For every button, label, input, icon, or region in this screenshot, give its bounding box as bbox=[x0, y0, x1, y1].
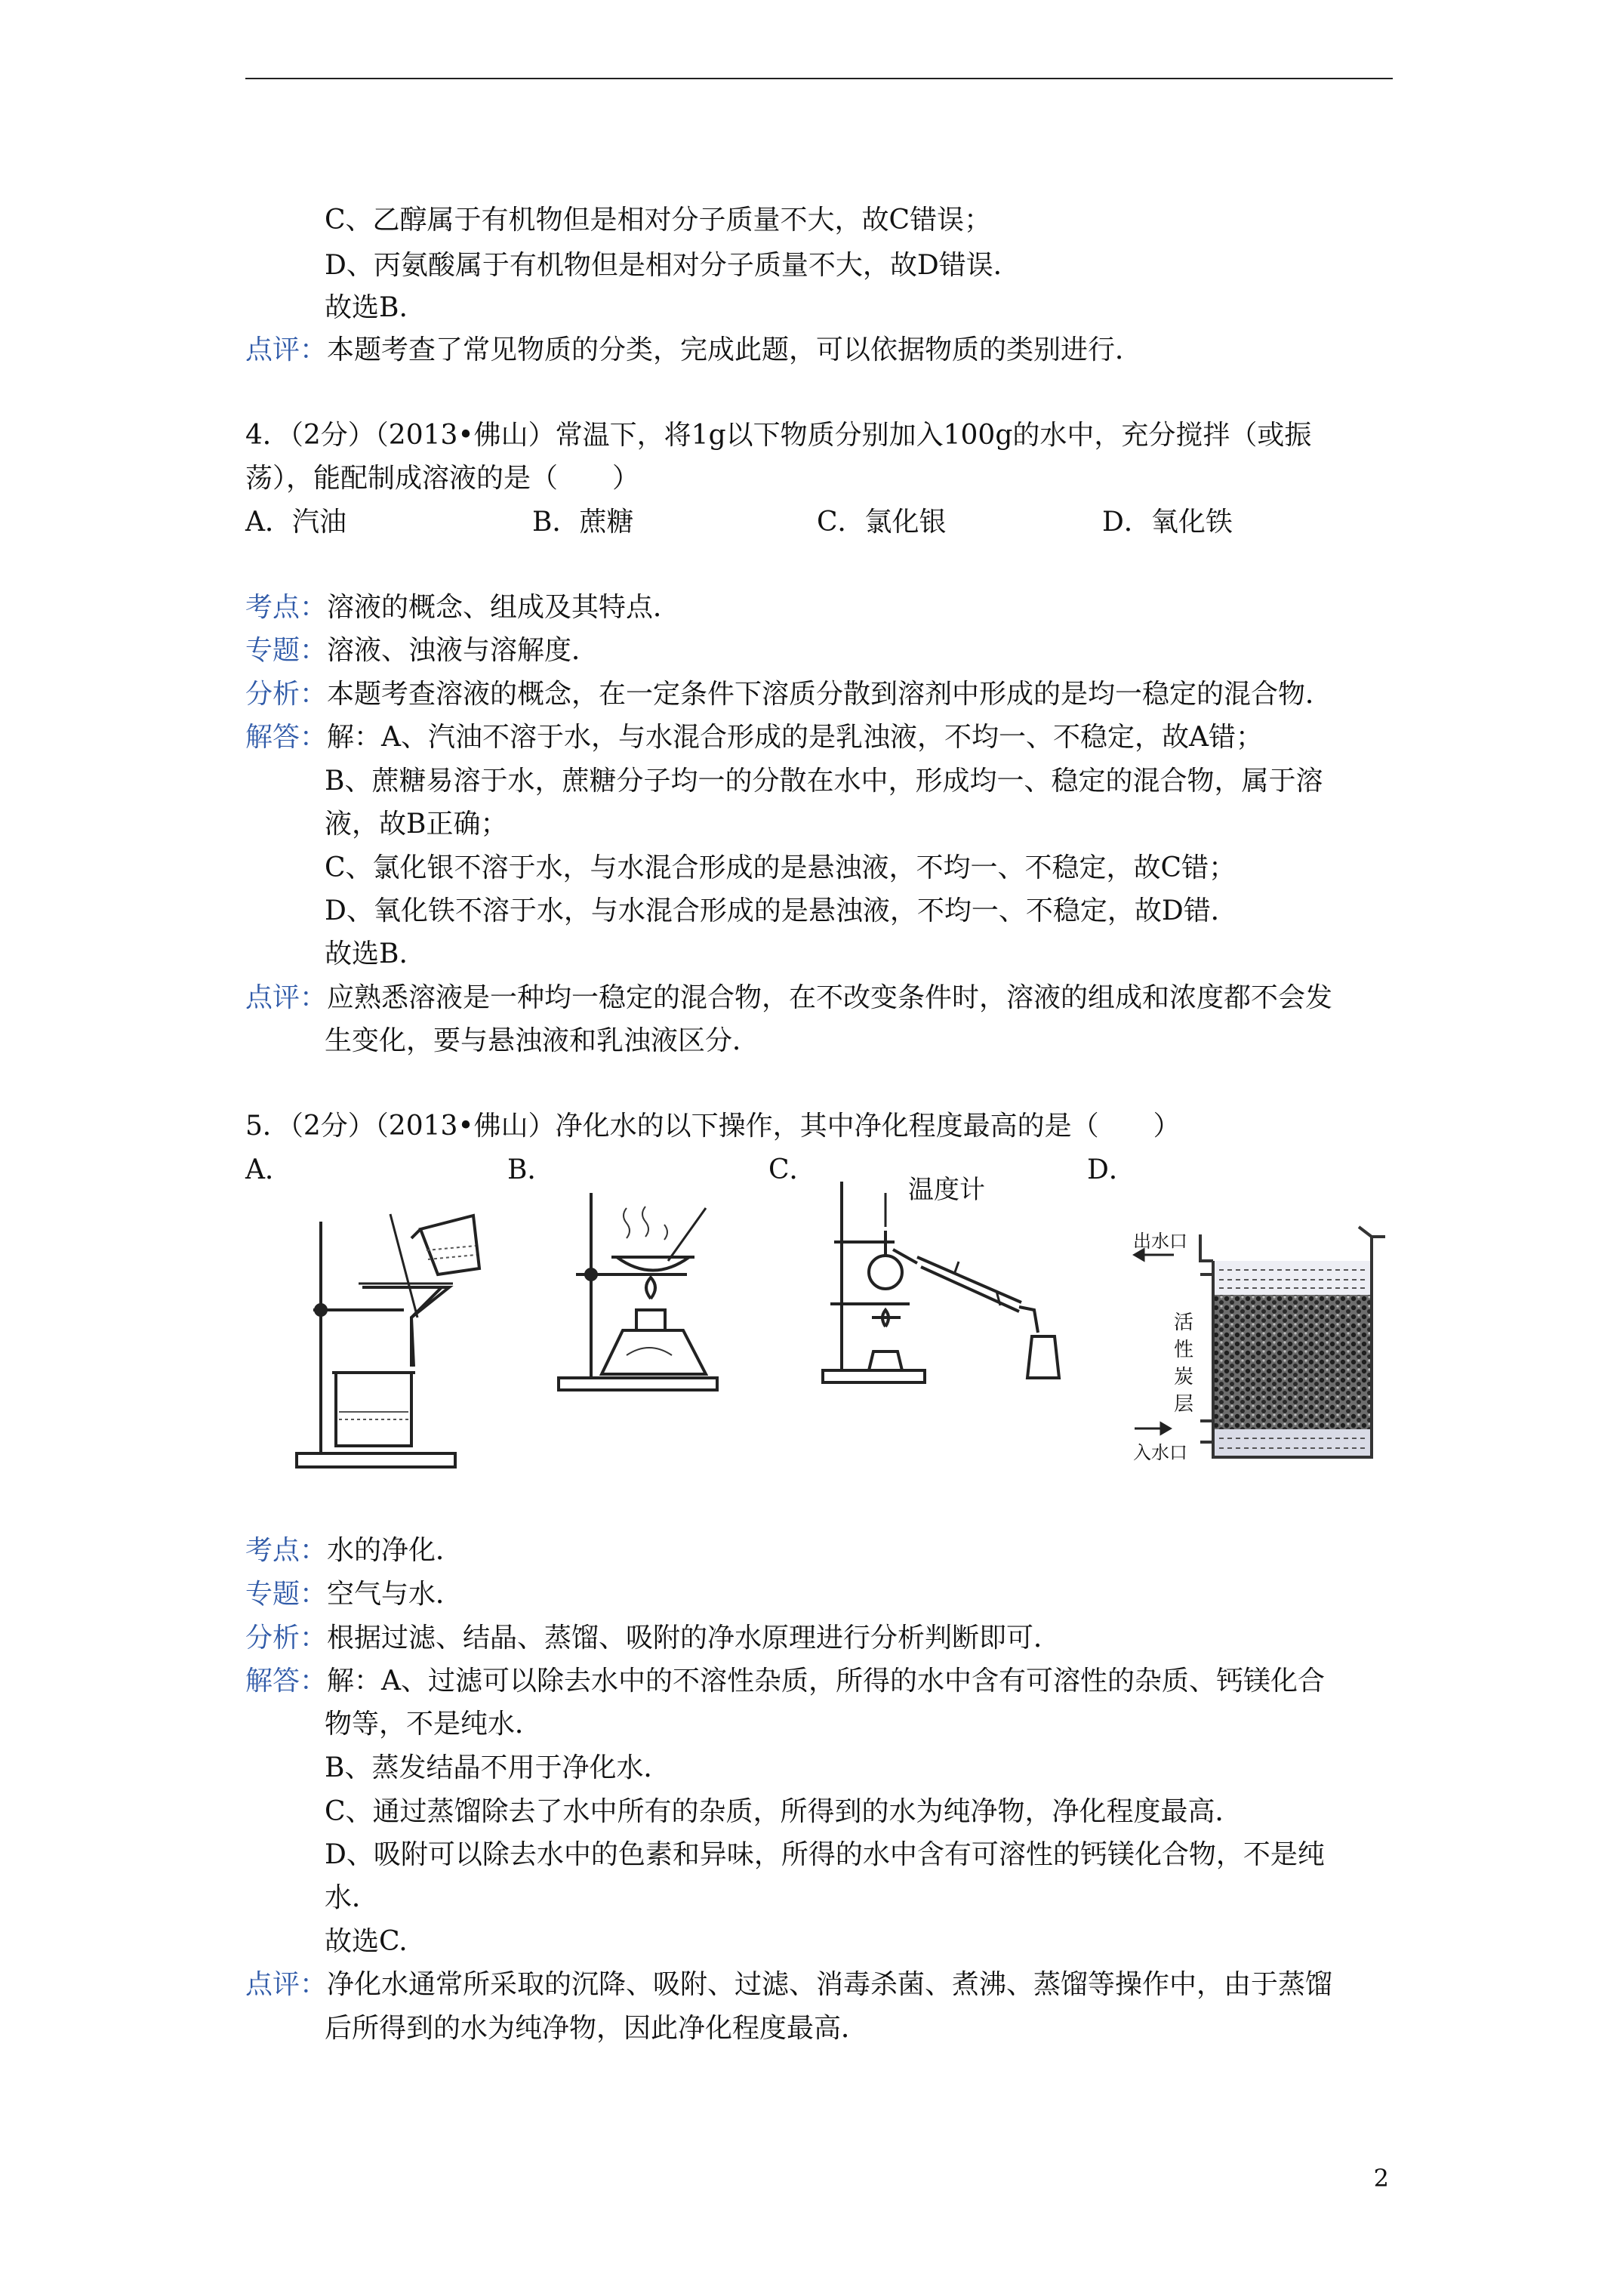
q4-option-c: C．氯化银 bbox=[817, 507, 947, 538]
jieda-line: 解：A、过滤可以除去水中的不溶性杂质，所得的水中含有可溶性的杂质、钙镁化合 bbox=[327, 1666, 1326, 1697]
dianping-label: 点评： bbox=[245, 982, 328, 1013]
water-layer-bottom bbox=[1213, 1429, 1372, 1456]
zhuanti-text: 溶液、浊液与溶解度． bbox=[327, 635, 599, 666]
q3-solution-c: C、乙醇属于有机物但是相对分子质量不大，故C错误； bbox=[325, 205, 992, 236]
jieda-label: 解答： bbox=[245, 722, 328, 753]
q5-option-d: D． bbox=[1087, 1154, 1136, 1185]
q5-option-c: C． bbox=[768, 1154, 817, 1185]
fenxi-label: 分析： bbox=[245, 679, 328, 710]
q4-stem-line2: 荡），能配制成溶液的是（ ） bbox=[245, 463, 640, 494]
carbon-layer bbox=[1213, 1295, 1372, 1429]
q4-jieda-line: B、蔗糖易溶于水，蔗糖分子均一的分散在水中，形成均一、稳定的混合物，属于溶 bbox=[325, 766, 1323, 797]
figure-distillation bbox=[819, 1159, 1091, 1385]
q4-dianping-line: 生变化，要与悬浊液和乳浊液区分． bbox=[325, 1025, 760, 1056]
fenxi-label: 分析： bbox=[245, 1623, 328, 1653]
comment-text: 本题考查了常见物质的分类，完成此题，可以依据物质的类别进行． bbox=[327, 334, 1143, 365]
zhuanti-text: 空气与水． bbox=[327, 1579, 463, 1610]
zhuanti-label: 专题： bbox=[245, 635, 328, 666]
figure-evaporation bbox=[555, 1185, 728, 1393]
q5-fenxi bbox=[245, 1622, 1061, 1655]
inlet-label: 入水口 bbox=[1133, 1442, 1187, 1463]
q5-jieda-line: B、蒸发结晶不用于净化水． bbox=[325, 1752, 671, 1783]
fenxi-text: 本题考查溶液的概念，在一定条件下溶质分散到溶剂中形成的是均一稳定的混合物． bbox=[327, 679, 1333, 710]
q5-stem: 5．（2分）（2013•佛山）净化水的以下操作，其中净化程度最高的是（ ） bbox=[245, 1111, 1181, 1142]
q3-solution-d: D、丙氨酸属于有机物但是相对分子质量不大，故D错误． bbox=[325, 250, 1021, 281]
q4-jieda bbox=[245, 721, 1263, 754]
q5-kaodian bbox=[245, 1534, 463, 1567]
outlet-label: 出水口 bbox=[1133, 1231, 1187, 1252]
layer-label-char: 炭 bbox=[1174, 1366, 1194, 1388]
fenxi-text: 根据过滤、结晶、蒸馏、吸附的净水原理进行分析判断即可． bbox=[327, 1623, 1061, 1653]
q5-jieda-line: 物等，不是纯水． bbox=[325, 1709, 543, 1740]
q4-zhuanti bbox=[245, 634, 599, 667]
dianping-line: 应熟悉溶液是一种均一稳定的混合物，在不改变条件时，溶液的组成和浓度都不会发 bbox=[327, 982, 1333, 1013]
q5-option-a: A． bbox=[245, 1154, 292, 1185]
thermometer-label: 温度计 bbox=[908, 1175, 985, 1205]
q5-jieda-line: C、通过蒸馏除去了水中所有的杂质，所得到的水为纯净物，净化程度最高． bbox=[325, 1796, 1243, 1827]
q5-jieda-line: 故选C. bbox=[325, 1926, 408, 1957]
q4-stem-line1: 4．（2分）（2013•佛山）常温下，将1g以下物质分别加入100g的水中，充分搅拌（或振 bbox=[245, 420, 1312, 451]
q5-dianping bbox=[245, 1968, 1332, 2002]
q5-jieda-line: D、吸附可以除去水中的色素和异味，所得的水中含有可溶性的钙镁化合物，不是纯 bbox=[325, 1839, 1325, 1870]
kaodian-label: 考点： bbox=[245, 592, 328, 623]
figure-filtration bbox=[291, 1185, 510, 1472]
kaodian-label: 考点： bbox=[245, 1535, 328, 1566]
zhuanti-label: 专题： bbox=[245, 1579, 328, 1610]
layer-label-char: 性 bbox=[1174, 1339, 1194, 1361]
q4-dianping bbox=[245, 982, 1332, 1015]
q3-comment bbox=[245, 334, 1142, 367]
dianping-label: 点评： bbox=[245, 1969, 328, 2000]
q4-jieda-line: D、氧化铁不溶于水，与水混合形成的是悬浊液，不均一、不稳定，故D错． bbox=[325, 895, 1238, 926]
q4-jieda-line: C、氯化银不溶于水，与水混合形成的是悬浊液，不均一、不稳定，故C错； bbox=[325, 852, 1236, 883]
q4-jieda-line: 液，故B正确； bbox=[325, 809, 508, 840]
q4-jieda-line: 故选B. bbox=[325, 938, 408, 969]
header-rule bbox=[245, 78, 1393, 79]
layer-label-char: 层 bbox=[1174, 1393, 1194, 1416]
comment-label: 点评： bbox=[245, 334, 328, 365]
q4-option-d: D．氧化铁 bbox=[1102, 507, 1233, 538]
dianping-line: 净化水通常所采取的沉降、吸附、过滤、消毒杀菌、煮沸、蒸馏等操作中，由于蒸馏 bbox=[327, 1969, 1333, 2000]
q5-jieda-line: 水． bbox=[325, 1882, 380, 1913]
q3-answer: 故选B. bbox=[325, 292, 408, 323]
kaodian-text: 溶液的概念、组成及其特点． bbox=[327, 592, 681, 623]
layer-label-char: 活 bbox=[1174, 1311, 1194, 1334]
q5-dianping-line: 后所得到的水为纯净物，因此净化程度最高． bbox=[325, 2013, 869, 2044]
q5-jieda bbox=[245, 1665, 1325, 1698]
jieda-line: 解：A、汽油不溶于水，与水混合形成的是乳浊液，不均一、不稳定，故A错； bbox=[327, 722, 1264, 753]
q4-kaodian bbox=[245, 591, 680, 624]
kaodian-text: 水的净化． bbox=[327, 1535, 463, 1566]
figure-adsorption bbox=[1129, 1223, 1389, 1465]
jieda-label: 解答： bbox=[245, 1666, 328, 1697]
q5-option-b: B． bbox=[507, 1154, 555, 1185]
q4-option-b: B．蔗糖 bbox=[532, 507, 634, 538]
page-number: 2 bbox=[1373, 2164, 1389, 2193]
q4-option-a: A．汽油 bbox=[245, 507, 346, 538]
q4-fenxi bbox=[245, 678, 1332, 711]
q5-zhuanti bbox=[245, 1578, 463, 1611]
water-layer-top bbox=[1213, 1261, 1372, 1295]
